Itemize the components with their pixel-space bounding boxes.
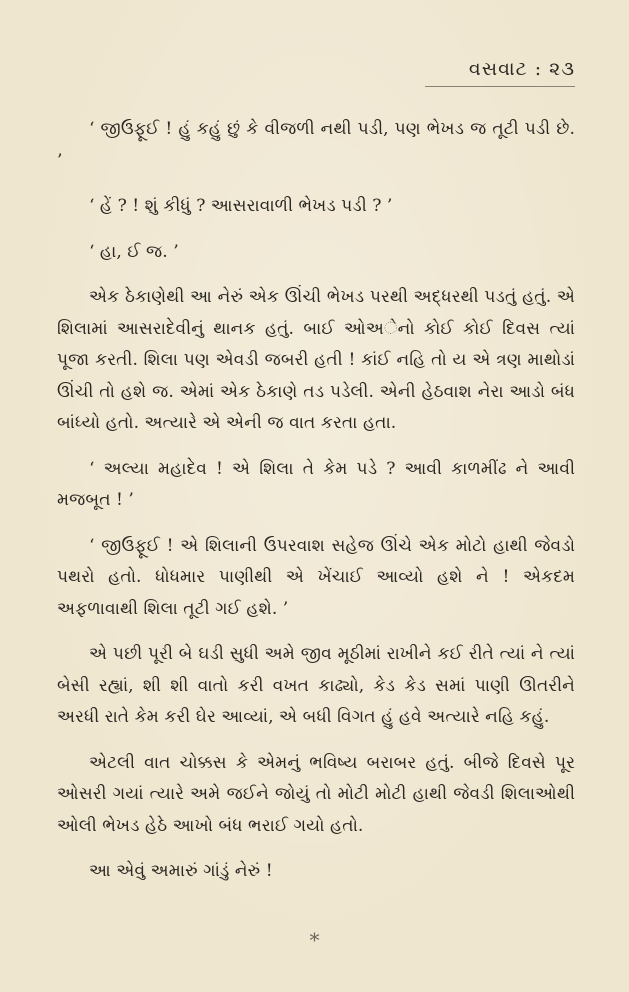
- paragraph-6: ‘ જીઉફૂઈ ! એ શિલાની ઉપરવાશ સહેજ ઊંચે એક મોટો હાથી જેવડો પથરો હતો. ધોધમાર પાણીથી એ ખેંચાઈ આવ્યો હશે ને ! એકદમ અફળાવાથી શિલા તૂટી ગઈ હશે. ’: [57, 535, 575, 619]
- header-rule: [425, 86, 575, 87]
- section-end-ornament: *: [309, 928, 320, 952]
- paragraph-3: ‘ હા, ઈ જ. ’: [89, 241, 179, 262]
- paragraph-1: ‘ જીઉફૂઈ ! હું કહું છું કે વીજળી નથી પડી, પણ ભેખડ જ તૂટી પડી છે. ’: [57, 119, 575, 171]
- paragraph-9: આ એવું અમારું ગાંડું નેરું !: [89, 861, 273, 881]
- running-header: [425, 58, 575, 87]
- page-body: [57, 114, 575, 902]
- paragraph-2: ‘ હેં ? ! શું કીધું ? આસરાવાળી ભેખડ પડી ? ’: [89, 196, 393, 216]
- paragraph-4: એક ઠેકાણેથી આ નેરું એક ઊંચી ભેખડ પરથી અદ્ધરથી પડતું હતું. એ શિલામાં આસરાદેવીનું થાનક હતું. બાઈ ઓઅેનો કોઈ કોઈ દિવસ ત્યાં પૂજા કરતી. શિલા પણ એવડી જબરી હતી ! કાંઈ નહિ તો ય એ ત્રણ માથોડાં ઊંચી તો હશે જ. એમાં એક ઠેકાણે તડ પડેલી. એની હેઠવાશ નેરા આડો બંધ બાંધ્યો હતો. અત્યારે એ એની જ વાત કરતા હતા.: [57, 287, 575, 433]
- paragraph-7: એ પછી પૂરી બે ઘડી સુધી અમે જીવ મૂઠીમાં રાખીને કઈ રીતે ત્યાં ને ત્યાં બેસી રહ્યાં, શી શી વાતો કરી વખત કાઢ્યો, કેડ કેડ સમાં પાણી ઊતરીને અરધી રાતે કેમ કરી ઘેર આવ્યાં, એ બધી વિગત હું હવે અત્યારે નહિ કહું.: [57, 644, 575, 727]
- paragraph-5: ‘ અલ્યા મહાદેવ ! એ શિલા તે કેમ પડે ? આવી કાળમીંઢ ને આવી મજબૂત ! ’: [57, 458, 575, 510]
- running-title: વસવાટ : ૨૩: [468, 58, 575, 80]
- paragraph-8: એટલી વાત ચોક્કસ કે એમનું ભવિષ્ય બરાબર હતું. બીજે દિવસે પૂર ઓસરી ગયાં ત્યારે અમે જઈને જોયું તો મોટી મોટી હાથી જેવડી શિલાઓથી ઓલી ભેખડ હેઠે આખો બંધ ભરાઈ ગયો હતો.: [57, 752, 575, 836]
